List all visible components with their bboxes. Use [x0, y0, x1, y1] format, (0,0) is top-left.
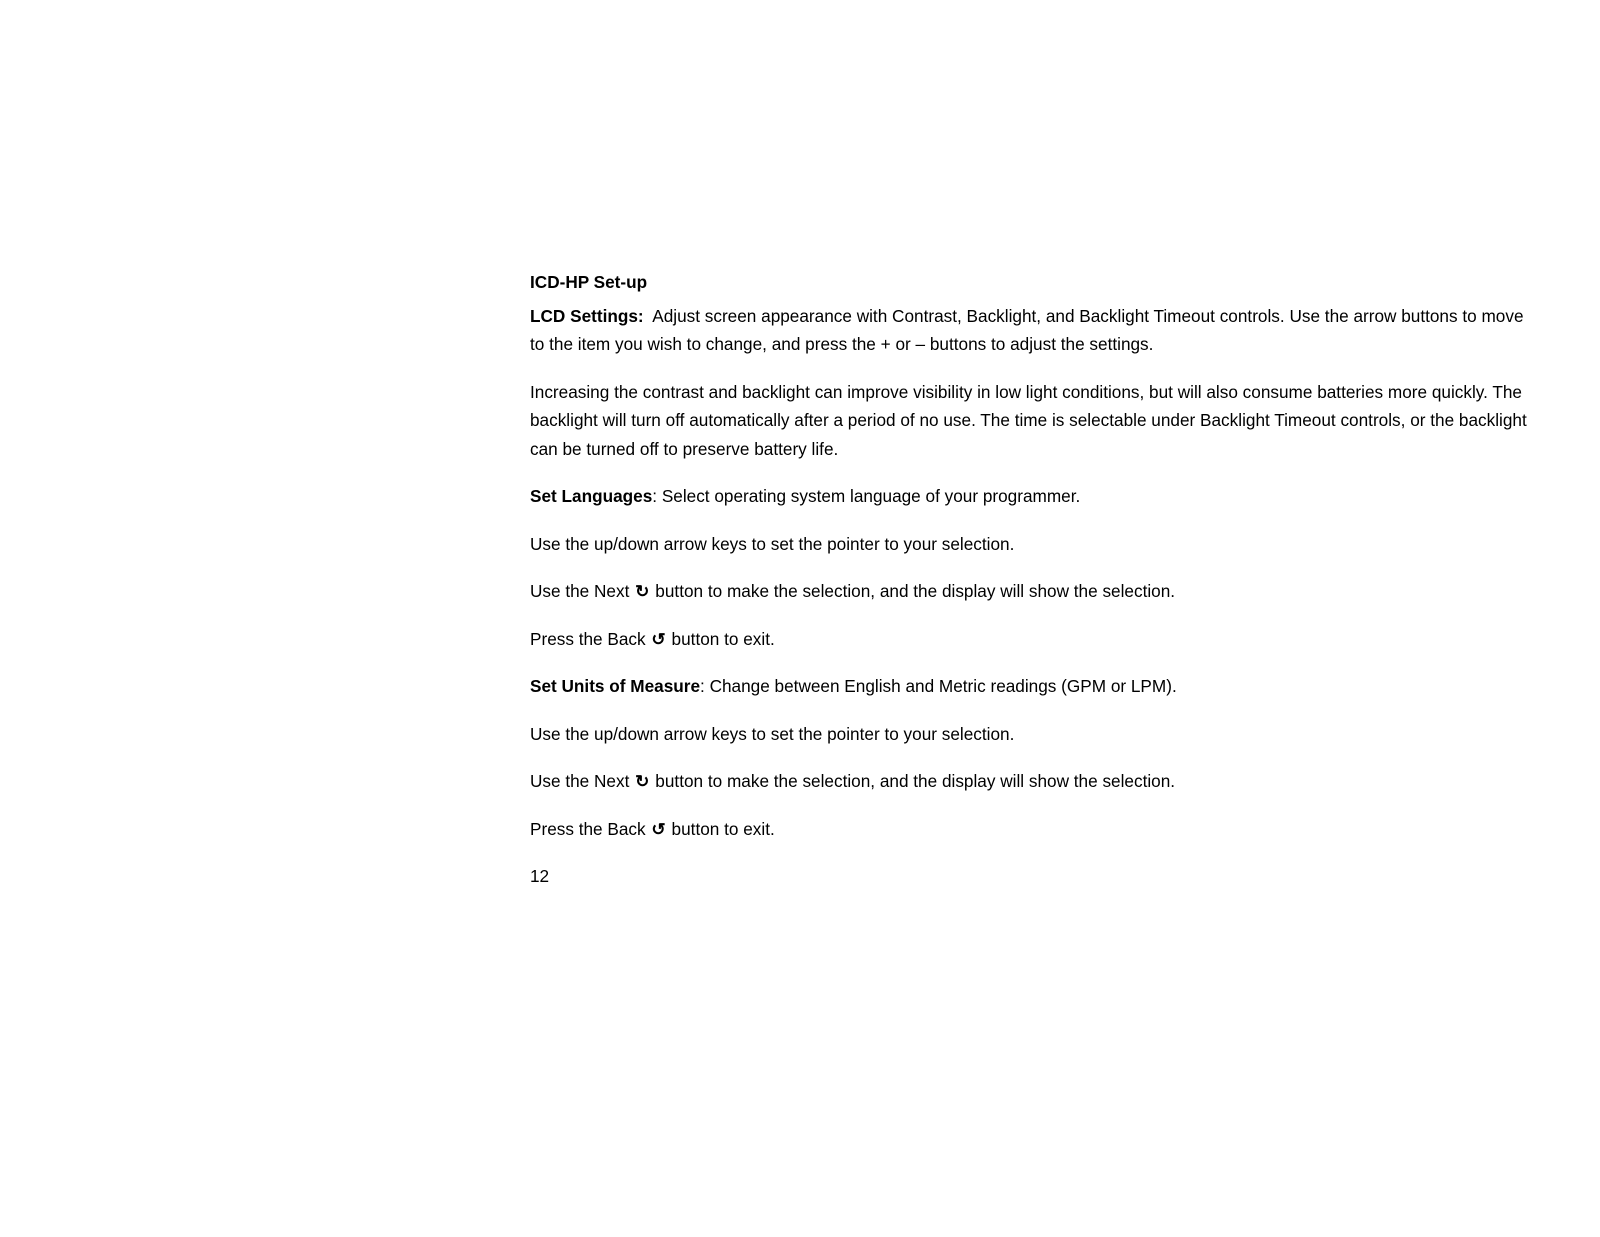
next-clockwise-icon: ↻	[635, 581, 650, 601]
back-counterclockwise-icon: ↺	[651, 818, 666, 839]
units-next-before: Use the Next	[530, 771, 635, 791]
back-counterclockwise-icon: ↺	[651, 628, 666, 649]
units-back-before: Press the Back	[530, 818, 651, 839]
section-title: ICD-HP Set-up	[530, 272, 648, 292]
next-clockwise-icon: ↻	[635, 771, 650, 791]
set-languages-text: : Select operating system language of your programmer.	[652, 486, 1081, 506]
document-page	[530, 268, 1530, 891]
set-languages-paragraph	[530, 482, 1530, 511]
lcd-settings-paragraph	[530, 302, 1530, 359]
set-units-label: Set Units of Measure	[530, 676, 701, 696]
lcd-settings-label: LCD Settings:	[530, 305, 644, 326]
set-languages-label: Set Languages	[530, 486, 653, 506]
page-number: 12	[530, 866, 550, 886]
languages-arrow-step: Use the up/down arrow keys to set the pointer to your selection.	[530, 533, 1015, 554]
set-units-paragraph	[530, 672, 1530, 701]
languages-back-before: Press the Back	[530, 628, 651, 649]
languages-next-after: button to make the selection, and the display will show the selection.	[650, 581, 1176, 601]
languages-next-step	[530, 577, 1530, 606]
languages-back-step	[530, 625, 1530, 654]
units-arrow-step: Use the up/down arrow keys to set the pointer to your selection.	[530, 723, 1015, 744]
set-units-text: : Change between English and Metric readings (GPM or LPM).	[700, 676, 1177, 696]
units-back-step	[530, 815, 1530, 844]
contrast-paragraph: Increasing the contrast and backlight can improve visibility in low light conditions, but will also consume batteries more quickly. The backlight will turn off automatically after a period of no use. The time is selectable under Backlight Timeout controls, or the backlight can be turned off to preserve battery life.	[530, 381, 1527, 459]
languages-next-before: Use the Next	[530, 581, 635, 601]
lcd-settings-text: Adjust screen appearance with Contrast, Backlight, and Backlight Timeout controls. Use the arrow buttons to move to the item you wish to change, and press the + or – buttons to adjust the settings.	[530, 305, 1529, 354]
units-next-after: button to make the selection, and the display will show the selection.	[650, 771, 1176, 791]
units-next-step	[530, 767, 1530, 796]
languages-back-after: button to exit.	[666, 628, 775, 649]
units-back-after: button to exit.	[666, 818, 775, 839]
